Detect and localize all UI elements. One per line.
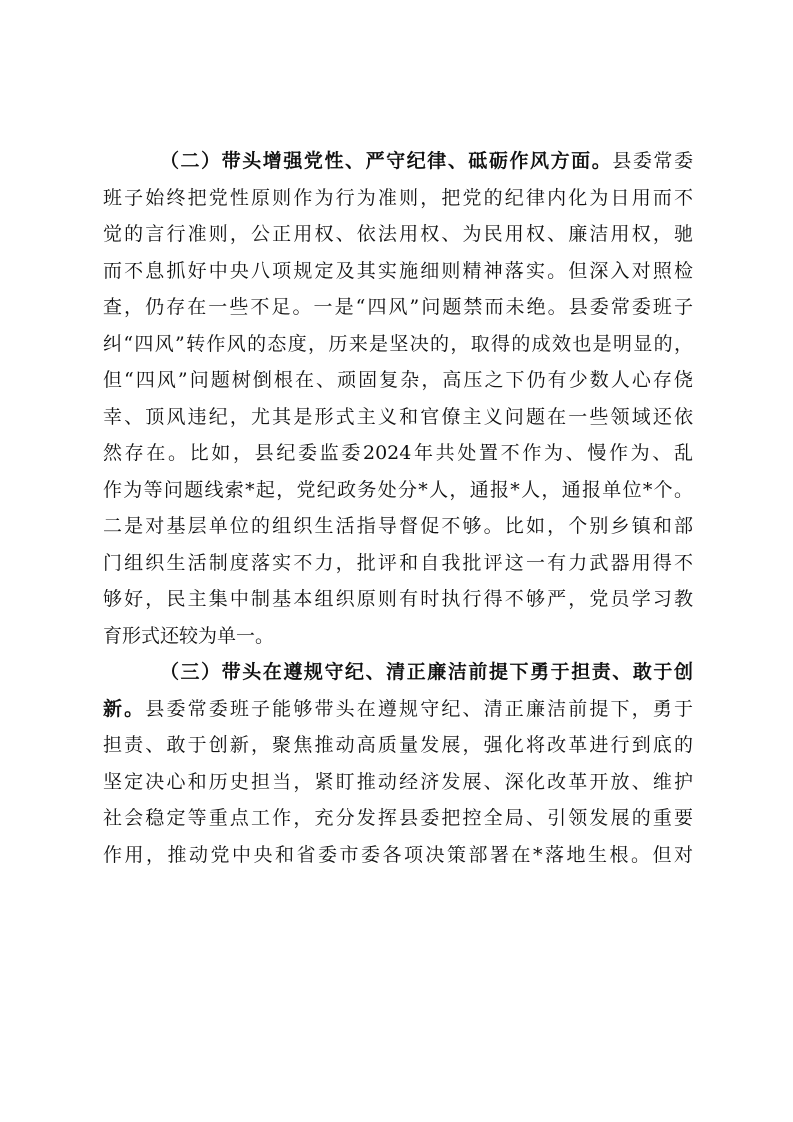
section-heading: （三）带头在遵规守纪、清正廉洁前提下勇于担责、敢于创: [160, 661, 693, 683]
text-line: [103, 435, 693, 472]
line-text: 幸、顶风违纪，尤其是形式主义和官僚主义问题在一些领域还依: [103, 405, 693, 428]
line-text: 作用，推动党中央和省委市委各项决策部署在*落地生根。但对: [103, 843, 693, 866]
line-text: 坚定决心和历史担当，紧盯推动经济发展、深化改革开放、维护: [103, 770, 693, 793]
line-text: 班子始终把党性原则作为行为准则，把党的纪律内化为日用而不: [103, 186, 693, 209]
text-line: [103, 180, 693, 217]
text-line: [103, 399, 693, 436]
line-text: 然存在。比如，县纪委监委2024年共处置不作为、慢作为、乱: [103, 442, 693, 464]
paragraph-section-3: [103, 654, 693, 873]
document-body: [103, 143, 693, 873]
line-text: 觉的言行准则，公正用权、依法用权、为民用权、廉洁用权，驰: [103, 223, 693, 245]
line-text: 门组织生活制度落实不力，批评和自我批评这一有力武器用得不: [103, 551, 693, 574]
line-text: 作为等问题线索*起，党纪政务处分*人，通报*人，通报单位*个。: [103, 478, 693, 501]
text-line: [103, 143, 693, 180]
text-line: [103, 691, 693, 728]
section-heading: （二）带头增强党性、严守纪律、砥砺作风方面。: [160, 150, 613, 172]
text-line: [103, 581, 693, 618]
text-line: [103, 545, 693, 582]
text-line: [103, 654, 693, 691]
text-line: [103, 800, 693, 837]
line-text: 二是对基层单位的组织生活指导督促不够。比如，个别乡镇和部: [103, 515, 693, 537]
text-line: [103, 727, 693, 764]
text-line: [103, 508, 693, 545]
line-text: 育形式还较为单一。: [103, 624, 275, 647]
line-text: 担责、敢于创新，聚焦推动高质量发展，强化将改革进行到底的: [103, 734, 693, 756]
text-line: [103, 472, 693, 509]
text-line: [103, 289, 693, 326]
line-text: 县委常委班子能够带头在遵规守纪、清正廉洁前提下，勇于: [145, 697, 693, 720]
line-text: 社会稳定等重点工作，充分发挥县委把控全局、引领发展的重要: [103, 807, 693, 829]
text-line: [103, 764, 693, 801]
text-line: [103, 253, 693, 290]
line-text: 而不息抓好中央八项规定及其实施细则精神落实。但深入对照检: [103, 259, 693, 282]
section-heading-continued: 新。: [103, 697, 146, 720]
line-text: 够好，民主集中制基本组织原则有时执行得不够严，党员学习教: [103, 588, 693, 610]
paragraph-section-2: [103, 143, 693, 654]
text-line: [103, 618, 693, 655]
line-text: 但“四风”问题树倒根在、顽固复杂，高压之下仍有少数人心存侥: [103, 369, 693, 391]
text-line: [103, 837, 693, 874]
line-text: 纠“四风”转作风的态度，历来是坚决的，取得的成效也是明显的，: [103, 332, 693, 355]
line-text: 县委常委: [612, 150, 693, 172]
line-text: 查，仍存在一些不足。一是“四风”问题禁而未绝。县委常委班子: [103, 296, 693, 318]
text-line: [103, 216, 693, 253]
text-line: [103, 326, 693, 363]
text-line: [103, 362, 693, 399]
